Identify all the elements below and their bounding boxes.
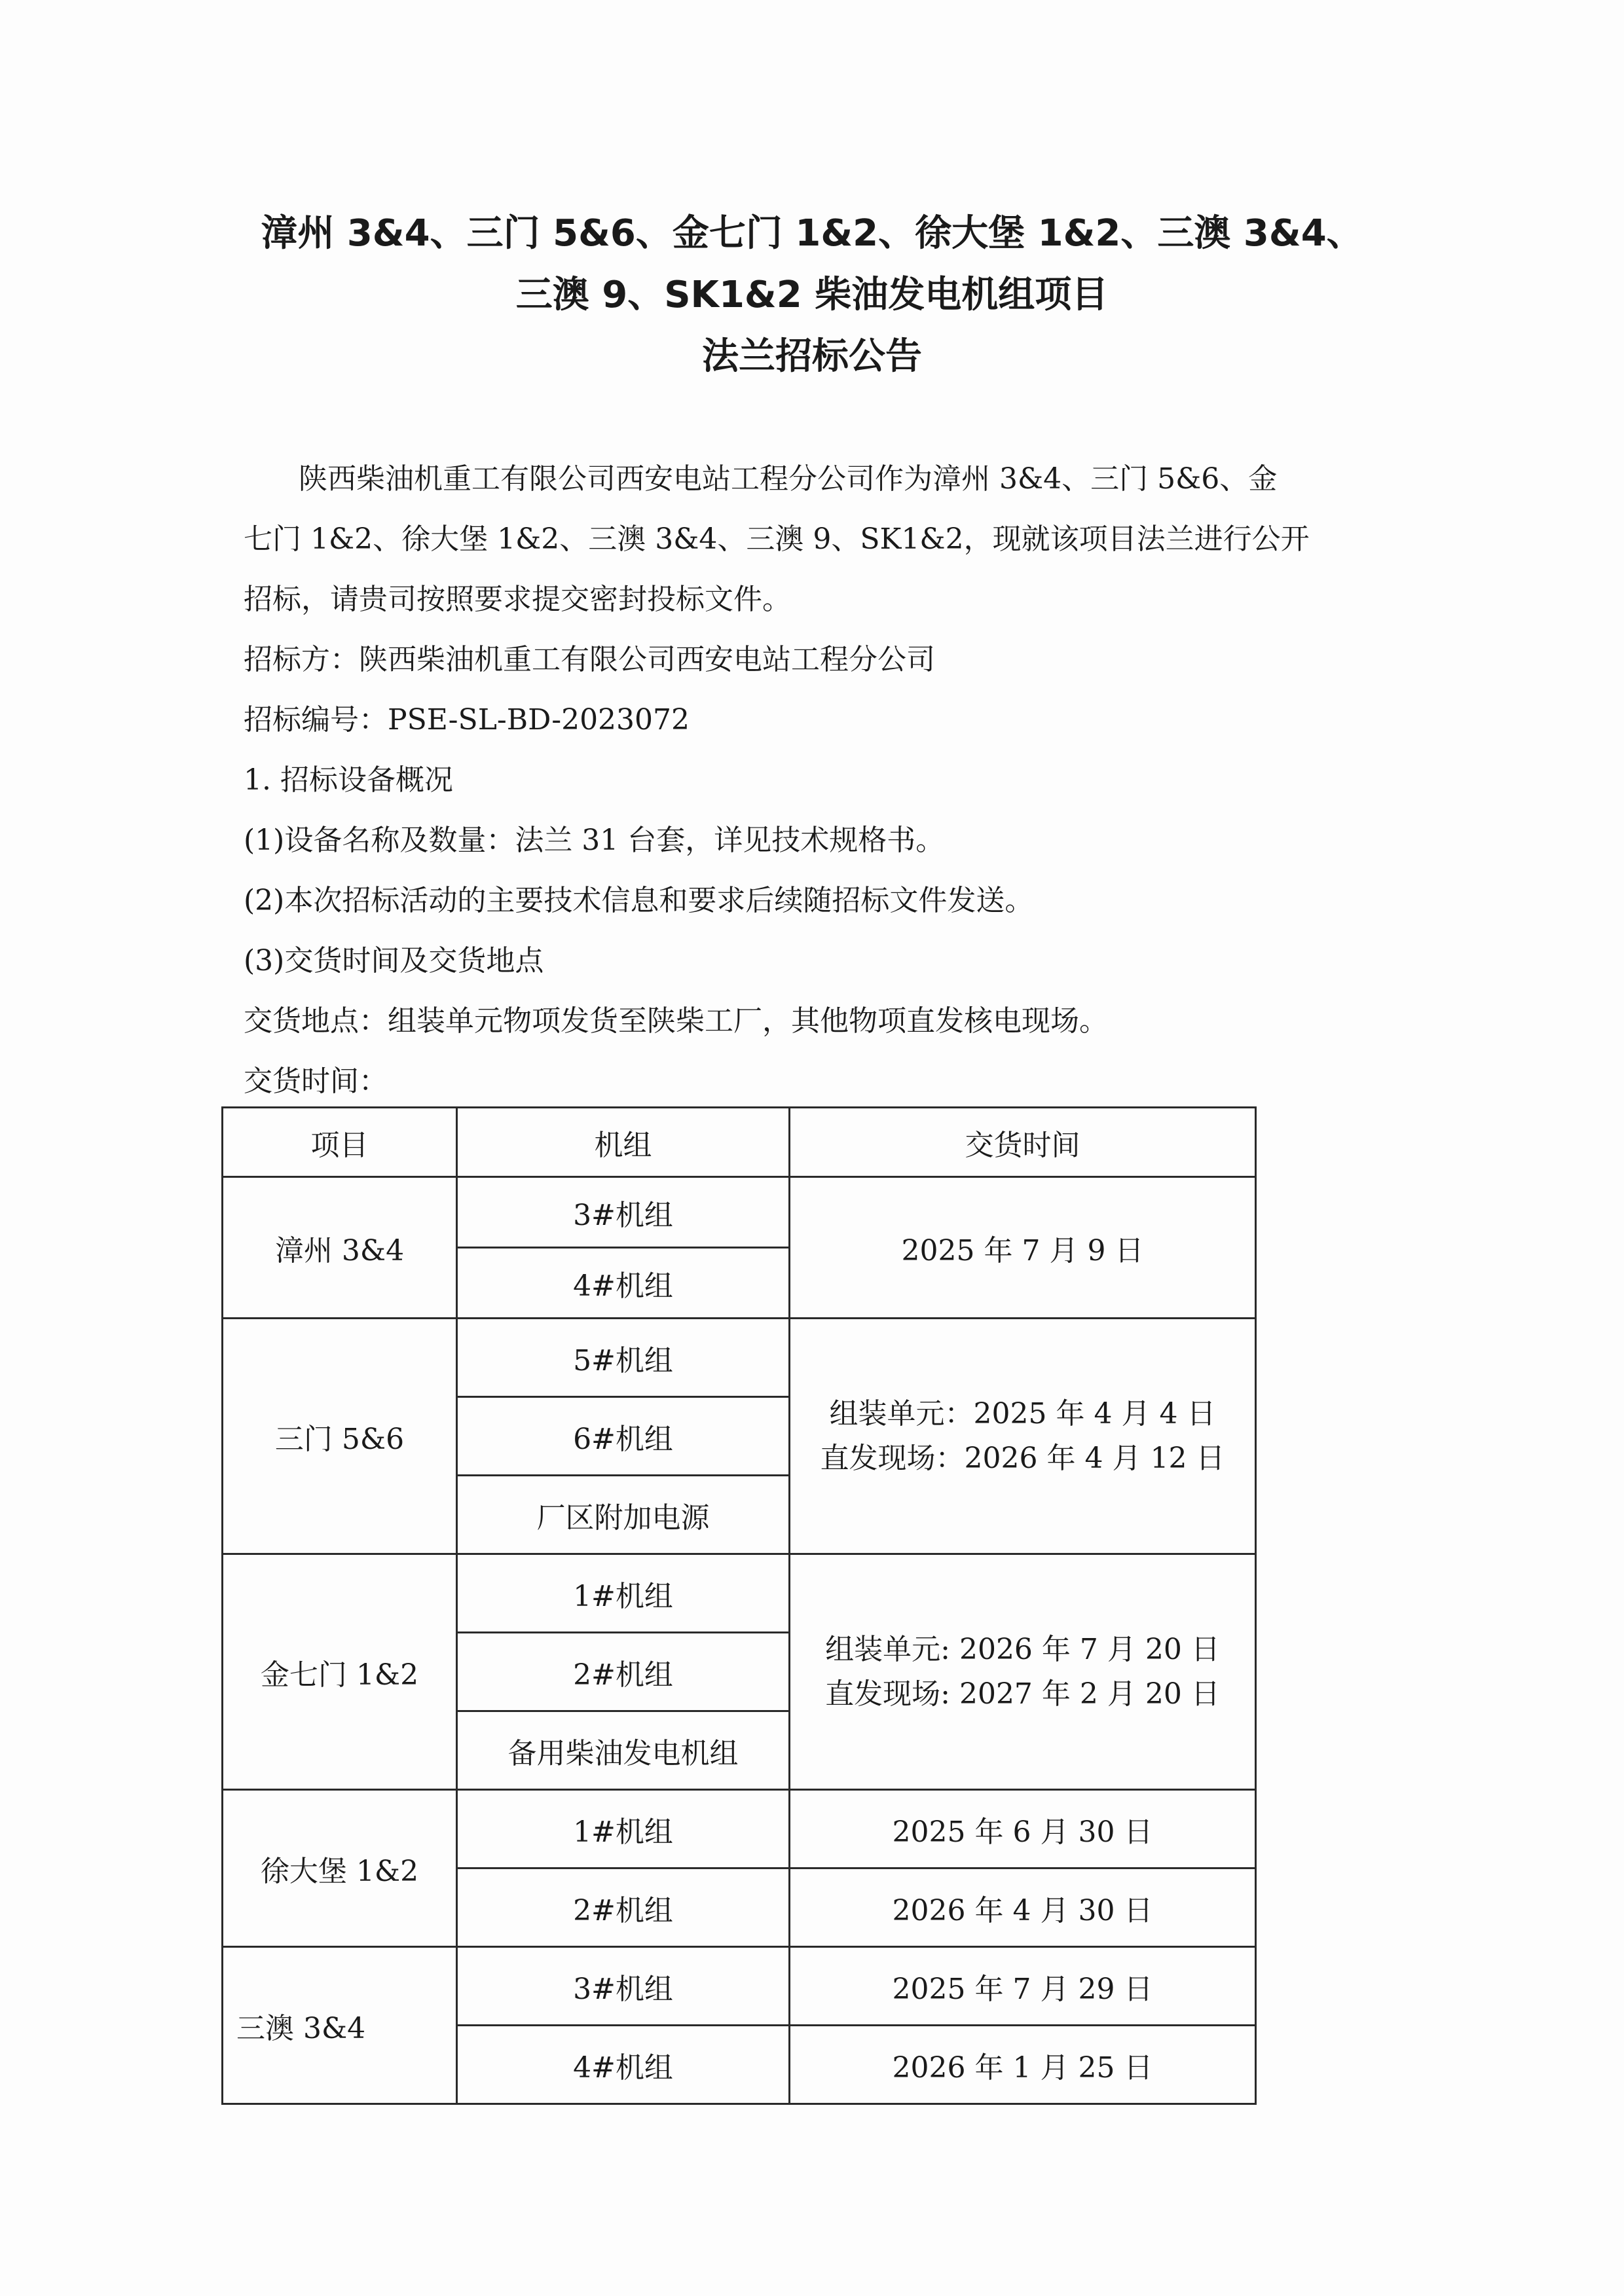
item-technical-info: (2)本次招标活动的主要技术信息和要求后续随招标文件发送。 [244,884,1034,917]
title-line-2: 三澳 9、SK1&2 柴油发电机组项目 [515,274,1109,316]
project-cell: 徐大堡 1&2 [223,1790,457,1947]
unit-cell: 3#机组 [457,1947,790,2026]
item-equipment-quantity: (1)设备名称及数量：法兰 31 台套，详见技术规格书。 [244,824,945,857]
delivery-date-site: 直发现场：2026 年 4 月 12 日 [820,1441,1225,1475]
unit-cell: 2#机组 [457,1633,790,1711]
header-project: 项目 [223,1108,457,1177]
unit-cell: 3#机组 [457,1177,790,1248]
delivery-place: 交货地点：组装单元物项发货至陕柴工厂，其他物项直发核电现场。 [244,1004,1108,1038]
table-row [223,1554,1256,1633]
unit-cell: 1#机组 [457,1554,790,1633]
unit-cell: 1#机组 [457,1790,790,1868]
unit-cell: 备用柴油发电机组 [457,1711,790,1790]
delivery-date-cell [790,1319,1256,1554]
delivery-date-cell: 2026 年 1 月 25 日 [790,2026,1256,2104]
intro-paragraph-line-1: 陕西柴油机重工有限公司西安电站工程分公司作为漳州 3&4、三门 5&6、金 [299,462,1278,496]
title-line-3: 法兰招标公告 [702,335,922,378]
table-row [223,1177,1256,1248]
delivery-date-cell: 2026 年 4 月 30 日 [790,1868,1256,1947]
unit-cell: 4#机组 [457,2026,790,2104]
table-row [223,1790,1256,1868]
header-delivery-time: 交货时间 [790,1108,1256,1177]
unit-cell: 6#机组 [457,1397,790,1476]
project-cell: 金七门 1&2 [223,1554,457,1790]
delivery-date-cell: 2025 年 7 月 9 日 [790,1177,1256,1319]
table-row [223,1947,1256,2026]
tender-number: 招标编号：PSE-SL-BD-2023072 [244,703,690,737]
project-cell: 三门 5&6 [223,1319,457,1554]
delivery-date-cell: 2025 年 7 月 29 日 [790,1947,1256,2026]
delivery-date-site: 直发现场: 2027 年 2 月 20 日 [825,1677,1220,1711]
table-row [223,1319,1256,1397]
delivery-date-assembly: 组装单元: 2026 年 7 月 20 日 [825,1632,1220,1666]
project-cell: 三澳 3&4 [223,1947,457,2104]
delivery-date-assembly: 组装单元：2025 年 4 月 4 日 [829,1396,1216,1430]
intro-paragraph-line-3: 招标，请贵司按照要求提交密封投标文件。 [244,583,791,616]
title-line-1: 漳州 3&4、三门 5&6、金七门 1&2、徐大堡 1&2、三澳 3&4、 [261,212,1363,255]
unit-cell: 2#机组 [457,1868,790,1947]
section-heading-equipment: 1. 招标设备概况 [244,763,453,797]
table-header-row [223,1108,1256,1177]
project-cell: 漳州 3&4 [223,1177,457,1319]
delivery-date-cell [790,1554,1256,1790]
unit-cell: 4#机组 [457,1248,790,1319]
delivery-time-label: 交货时间： [244,1065,388,1098]
tenderer: 招标方：陕西柴油机重工有限公司西安电站工程分公司 [244,643,935,676]
unit-cell: 厂区附加电源 [457,1476,790,1554]
delivery-date-cell: 2025 年 6 月 30 日 [790,1790,1256,1868]
intro-paragraph-line-2: 七门 1&2、徐大堡 1&2、三澳 3&4、三澳 9、SK1&2，现就该项目法兰进行公开 [244,522,1310,556]
delivery-schedule-table [221,1106,1257,2105]
header-unit: 机组 [457,1108,790,1177]
unit-cell: 5#机组 [457,1319,790,1397]
item-delivery-heading: (3)交货时间及交货地点 [244,944,544,977]
